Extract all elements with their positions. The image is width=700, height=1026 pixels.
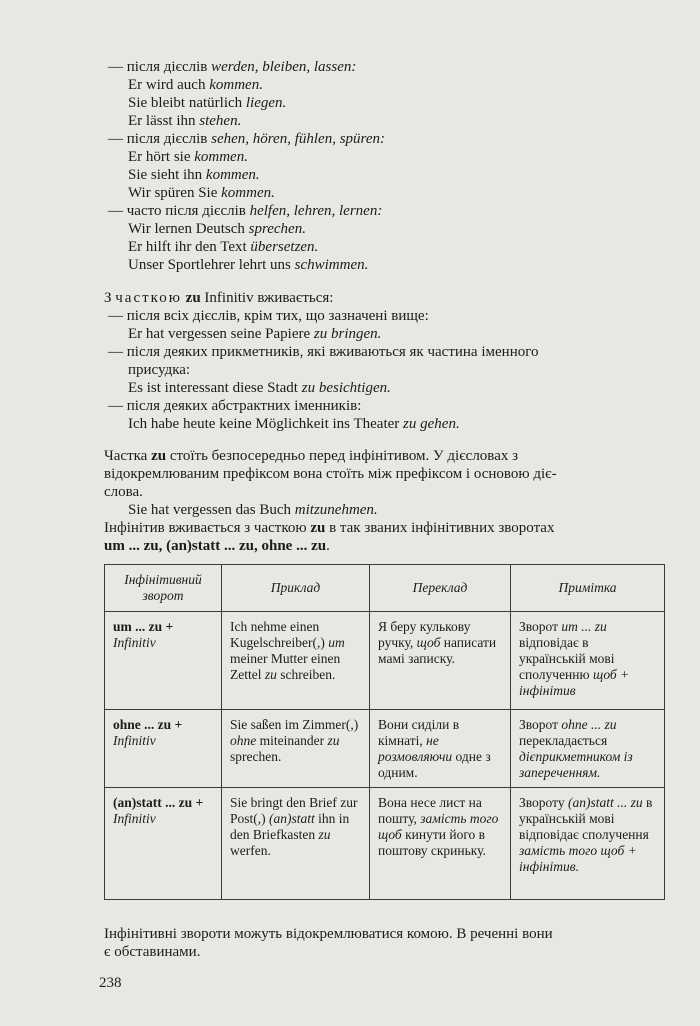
table-row xyxy=(105,788,665,900)
table-header-row xyxy=(105,565,665,612)
table-cell: Зворот ohne ... zu перекладається дієприкметником із запереченням. xyxy=(511,710,665,788)
section-heading: З часткою zu Infinitiv вживається: xyxy=(104,290,334,306)
text-line: Wir lernen Deutsch sprechen. xyxy=(128,221,306,237)
table-cell: Зворот um ... zu відповідає в українській мові сполученню щоб + інфінітив xyxy=(511,612,665,710)
table-cell: Звороту (an)statt ... zu в українській мові відповідає сполучення замість того щоб + інфінітив. xyxy=(511,788,665,900)
text-line: — після деяких абстрактних іменників: xyxy=(108,398,362,414)
table-cell: Sie saßen im Zimmer(,) ohne miteinander zu sprechen. xyxy=(222,710,370,788)
table-cell: (an)statt ... zu + Infinitiv xyxy=(105,788,222,900)
table-cell: um ... zu + Infinitiv xyxy=(105,612,222,710)
text-line: — після дієслів sehen, hören, fühlen, spüren: xyxy=(108,131,385,147)
text-line: Sie bleibt natürlich liegen. xyxy=(128,95,287,111)
text-line: Er hilft ihr den Text übersetzen. xyxy=(128,239,319,255)
text-line: присудка: xyxy=(128,362,191,378)
table-cell: Я беру кулькову ручку, щоб написати мамі записку. xyxy=(370,612,511,710)
table-cell: Ich nehme einen Kugelschreiber(,) um meiner Mutter einen Zettel zu schreiben. xyxy=(222,612,370,710)
text-line: є обставинами. xyxy=(104,944,201,960)
table-row xyxy=(105,710,665,788)
page-number: 238 xyxy=(99,975,122,991)
table-header: Примітка xyxy=(511,565,665,612)
text-line: Wir spüren Sie kommen. xyxy=(128,185,275,201)
text-line: — після деяких прикметників, які вживаються як частина іменного xyxy=(108,344,539,360)
grammar-table xyxy=(104,564,665,900)
text-line: Інфінітив вживається з часткою zu в так званих інфінітивних зворотах xyxy=(104,520,555,536)
text-line: Er wird auch kommen. xyxy=(128,77,263,93)
text-line: Sie hat vergessen das Buch mitzunehmen. xyxy=(128,502,378,518)
text-line: Ich habe heute keine Möglichkeit ins Theater zu gehen. xyxy=(128,416,460,432)
text-line: Es ist interessant diese Stadt zu besichtigen. xyxy=(128,380,391,396)
table-cell: Sie bringt den Brief zur Post(,) (an)statt ihn in den Briefkasten zu werfen. xyxy=(222,788,370,900)
table-cell: Вона несе лист на пошту, замість того щоб кинути його в поштову скриньку. xyxy=(370,788,511,900)
text-line: Er hört sie kommen. xyxy=(128,149,248,165)
text-line: — після всіх дієслів, крім тих, що зазначені вище: xyxy=(108,308,429,324)
text-line: слова. xyxy=(104,484,143,500)
table-header: Інфінітивний зворот xyxy=(105,565,222,612)
text-line: відокремлюваним префіксом вона стоїть між префіксом і основою діє- xyxy=(104,466,557,482)
text-line: um ... zu, (an)statt ... zu, ohne ... zu. xyxy=(104,538,330,554)
text-line: Unser Sportlehrer lehrt uns schwimmen. xyxy=(128,257,369,273)
table-header: Переклад xyxy=(370,565,511,612)
text-line: — часто після дієслів helfen, lehren, lernen: xyxy=(108,203,383,219)
table-header: Приклад xyxy=(222,565,370,612)
table-row xyxy=(105,612,665,710)
text-line: — після дієслів werden, bleiben, lassen: xyxy=(108,59,357,75)
text-line: Er hat vergessen seine Papiere zu bringen. xyxy=(128,326,382,342)
table-cell: Вони сиділи в кімнаті, не розмовляючи одне з одним. xyxy=(370,710,511,788)
text-line: Er lässt ihn stehen. xyxy=(128,113,242,129)
text-line: Sie sieht ihn kommen. xyxy=(128,167,260,183)
text-line: Частка zu стоїть безпосередньо перед інфінітивом. У дієсловах з xyxy=(104,448,519,464)
text-line: Інфінітивні звороти можуть відокремлюватися комою. В реченні вони xyxy=(104,926,553,942)
table-cell: ohne ... zu + Infinitiv xyxy=(105,710,222,788)
